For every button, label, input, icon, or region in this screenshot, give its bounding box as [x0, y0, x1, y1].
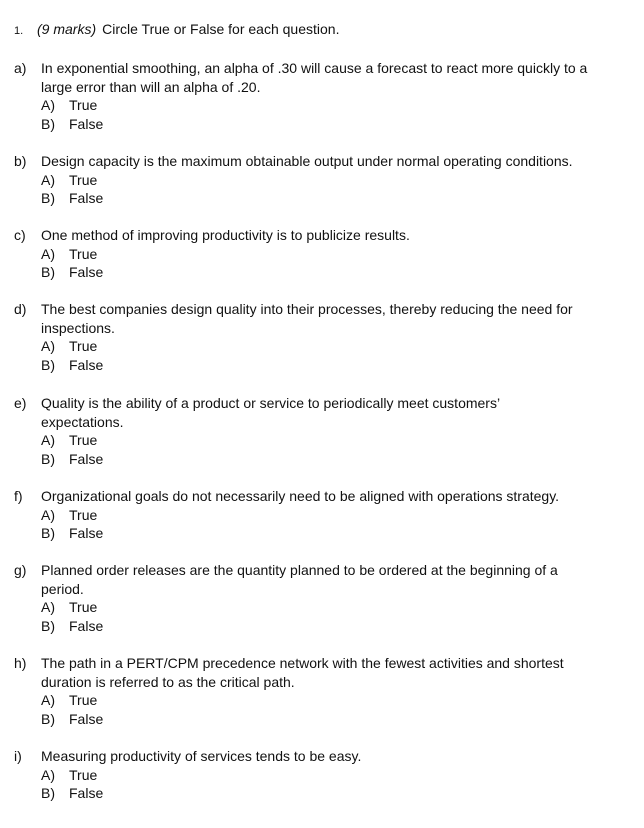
- option-letter: A): [41, 692, 55, 708]
- option-text: False: [69, 450, 104, 467]
- question-letter: h): [14, 655, 27, 671]
- question-letter: a): [14, 60, 27, 76]
- option-letter: B): [41, 617, 55, 634]
- question-text: Quality is the ability of a product or service to periodically meet customers’: [41, 395, 501, 411]
- option-text: False: [69, 710, 104, 727]
- question-text: inspections.: [41, 319, 115, 336]
- option-text: True: [69, 97, 98, 113]
- option-false[interactable]: [41, 710, 614, 729]
- option-letter: A): [41, 766, 55, 783]
- option-text: True: [69, 506, 98, 523]
- option-letter: A): [41, 245, 55, 262]
- option-false[interactable]: [41, 524, 614, 543]
- option-text: False: [69, 525, 104, 541]
- option-true[interactable]: [41, 431, 614, 450]
- option-false[interactable]: [41, 263, 614, 282]
- option-false[interactable]: [41, 356, 614, 375]
- question-item: [14, 654, 614, 728]
- option-text: False: [69, 190, 104, 206]
- option-letter: B): [41, 450, 55, 467]
- question-item: [14, 152, 614, 208]
- option-text: True: [69, 171, 98, 188]
- question-number: 1.: [14, 25, 24, 37]
- option-text: False: [69, 115, 104, 132]
- option-letter: B): [41, 785, 55, 801]
- option-true[interactable]: [41, 171, 614, 190]
- question-letter: e): [14, 395, 27, 411]
- question-text: In exponential smoothing, an alpha of .30 will cause a forecast to react more quickly to a: [41, 60, 588, 76]
- option-false[interactable]: [41, 784, 614, 803]
- option-letter: A): [41, 432, 55, 448]
- question-item: [14, 59, 614, 133]
- question-item: [14, 561, 614, 635]
- question-text: expectations.: [41, 413, 124, 430]
- option-letter: B): [41, 710, 55, 727]
- marks-label: (9 marks): [37, 21, 97, 37]
- question-item: [14, 226, 614, 282]
- question-letter: f): [14, 488, 23, 504]
- question-item: [14, 394, 614, 468]
- option-false[interactable]: [41, 189, 614, 208]
- option-text: True: [69, 766, 98, 783]
- option-text: True: [69, 245, 98, 262]
- question-letter: d): [14, 301, 27, 317]
- option-text: True: [69, 692, 98, 708]
- option-false[interactable]: [41, 617, 614, 636]
- option-true[interactable]: [41, 506, 614, 525]
- option-text: True: [69, 599, 98, 615]
- question-text: period.: [41, 580, 84, 597]
- option-true[interactable]: [41, 598, 614, 617]
- option-false[interactable]: [41, 115, 614, 134]
- option-true[interactable]: [41, 96, 614, 115]
- question-text: Planned order releases are the quantity planned to be ordered at the beginning of a: [41, 562, 558, 578]
- option-letter: A): [41, 97, 55, 113]
- option-text: True: [69, 432, 98, 448]
- option-text: False: [69, 264, 104, 280]
- question-text: One method of improving productivity is to publicize results.: [41, 227, 410, 243]
- option-letter: A): [41, 338, 55, 354]
- instruction-text: Circle True or False for each question.: [102, 21, 340, 37]
- option-text: False: [69, 356, 104, 373]
- option-text: True: [69, 338, 98, 354]
- question-item: [14, 487, 614, 543]
- question-text: The path in a PERT/CPM precedence network with the fewest activities and shortest: [41, 655, 564, 671]
- question-letter: b): [14, 153, 27, 169]
- question-text: Measuring productivity of services tends to be easy.: [41, 748, 362, 764]
- question-header: [14, 21, 339, 37]
- question-item: [14, 747, 614, 803]
- question-text: Design capacity is the maximum obtainable output under normal operating conditions.: [41, 153, 573, 169]
- option-false[interactable]: [41, 450, 614, 469]
- question-text: large error than will an alpha of .20.: [41, 78, 261, 95]
- option-letter: A): [41, 506, 55, 523]
- question-text: The best companies design quality into their processes, thereby reducing the need for: [41, 301, 573, 317]
- option-true[interactable]: [41, 691, 614, 710]
- question-item: [14, 300, 614, 374]
- option-letter: B): [41, 525, 55, 541]
- question-letter: c): [14, 227, 26, 243]
- option-letter: B): [41, 356, 55, 373]
- question-letter: i): [14, 748, 22, 764]
- option-true[interactable]: [41, 245, 614, 264]
- option-text: False: [69, 785, 104, 801]
- option-letter: A): [41, 171, 55, 188]
- question-text: Organizational goals do not necessarily need to be aligned with operations strategy.: [41, 488, 560, 504]
- option-letter: A): [41, 599, 55, 615]
- question-letter: g): [14, 562, 27, 578]
- option-true[interactable]: [41, 766, 614, 785]
- option-text: False: [69, 617, 104, 634]
- question-text: duration is referred to as the critical path.: [41, 673, 295, 690]
- option-letter: B): [41, 264, 55, 280]
- option-letter: B): [41, 190, 55, 206]
- option-true[interactable]: [41, 337, 614, 356]
- option-letter: B): [41, 115, 55, 132]
